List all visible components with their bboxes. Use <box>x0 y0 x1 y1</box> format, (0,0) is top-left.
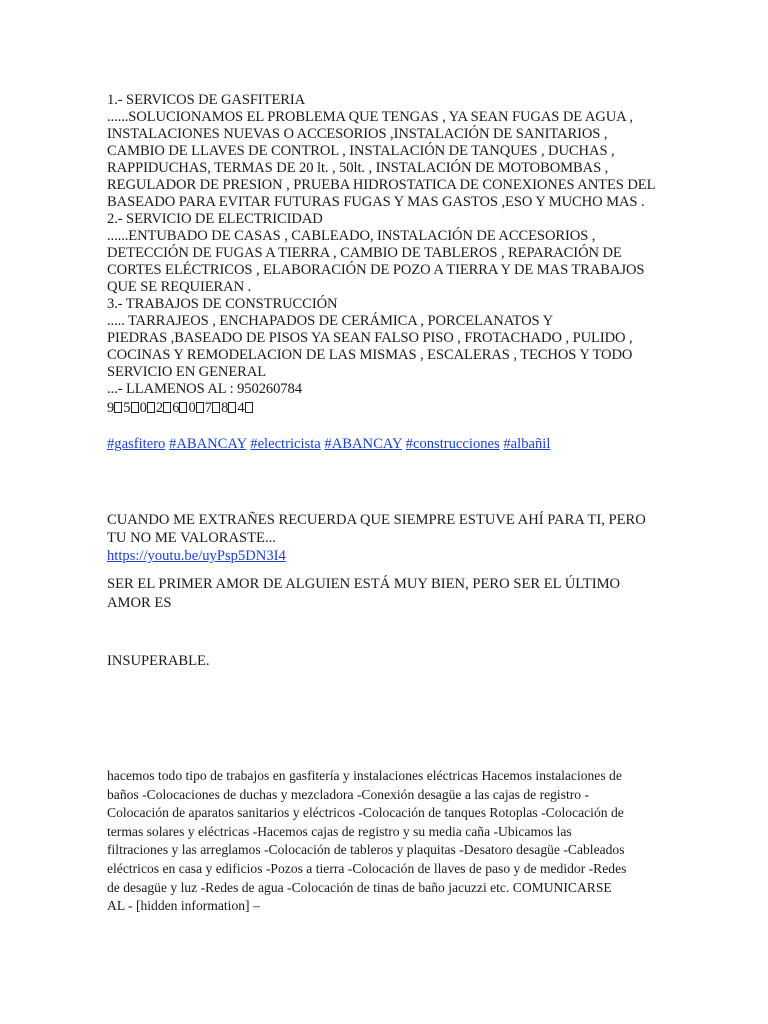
hashtag-link[interactable]: #electricista <box>250 436 321 452</box>
quote-line: CUANDO ME EXTRAÑES RECUERDA QUE SIEMPRE ESTUVE AHÍ PARA TI, PERO <box>107 512 646 528</box>
phone-digit: 2 <box>155 400 164 416</box>
ad-line: de desagüe y luz -Redes de agua -Colocación de tinas de baño jacuzzi etc. COMUNICARSE <box>107 879 612 895</box>
ad-line: AL - [hidden information] – <box>107 898 260 914</box>
services-line: ......SOLUCIONAMOS EL PROBLEMA QUE TENGAS , YA SEAN FUGAS DE AGUA , <box>107 109 633 125</box>
services-line: ......ENTUBADO DE CASAS , CABLEADO, INSTALACIÓN DE ACCESORIOS , <box>107 228 596 244</box>
missing-glyph-icon <box>228 402 236 413</box>
services-line: BASEADO PARA EVITAR FUTURAS FUGAS Y MAS GASTOS ,ESO Y MUCHO MAS . <box>107 194 645 210</box>
phone-line: ...- LLAMENOS AL : 950260784 <box>107 381 302 397</box>
services-line: QUE SE REQUIERAN . <box>107 279 252 295</box>
ad-line: filtraciones y las arreglamos -Colocación de tableros y plaquitas -Desatoro desagüe -Cableados <box>107 842 625 858</box>
services-heading-electricity: 2.- SERVICIO DE ELECTRICIDAD <box>107 211 323 227</box>
phone-digit: 9 <box>107 400 115 416</box>
services-line: DETECCIÓN DE FUGAS A TIERRA , CAMBIO DE TABLEROS , REPARACIÓN DE <box>107 245 622 261</box>
phone-digit: 4 <box>237 400 245 416</box>
services-line: PIEDRAS ,BASEADO DE PISOS YA SEAN FALSO PISO , FROTACHADO , PULIDO , <box>107 330 633 346</box>
missing-glyph-icon <box>131 402 139 413</box>
services-line: SERVICIO EN GENERAL <box>107 364 267 380</box>
insuperable-text: INSUPERABLE. <box>107 653 210 669</box>
services-line: REGULADOR DE PRESION , PRUEBA HIDROSTATICA DE CONEXIONES ANTES DEL <box>107 177 656 193</box>
phone-digit: 8 <box>221 400 229 416</box>
love-quote-section <box>107 575 667 613</box>
missing-glyph-icon <box>147 402 155 413</box>
services-ad-paragraph <box>107 767 663 916</box>
services-line: CORTES ELÉCTRICOS , ELABORACIÓN DE POZO A TIERRA Y DE MAS TRABAJOS <box>107 262 645 278</box>
hashtag-link[interactable]: #ABANCAY <box>169 436 247 452</box>
hashtag-link[interactable]: #albañil <box>503 436 551 452</box>
boxed-phone-number <box>107 400 667 417</box>
hashtag-link[interactable]: #gasfitero <box>107 436 166 452</box>
missing-glyph-icon <box>245 402 253 413</box>
phone-digit: 0 <box>188 400 196 416</box>
services-heading-plumbing: 1.- SERVICOS DE GASFITERIA <box>107 92 306 108</box>
missing-glyph-icon <box>114 402 122 413</box>
phone-digit: 7 <box>204 400 213 416</box>
youtube-link[interactable]: https://youtu.be/uyPsp5DN3I4 <box>107 548 286 564</box>
missing-glyph-icon <box>212 402 220 413</box>
ad-line: termas solares y eléctricas -Hacemos cajas de registro y su media caña -Ubicamos las <box>107 823 572 839</box>
services-section <box>107 92 667 453</box>
quote-line: SER EL PRIMER AMOR DE ALGUIEN ESTÁ MUY BIEN, PERO SER EL ÚLTIMO <box>107 576 621 592</box>
phone-digit: 6 <box>172 400 180 416</box>
services-text <box>107 92 667 398</box>
hashtag-link[interactable]: #construcciones <box>405 436 500 452</box>
missing-glyph-icon <box>163 402 171 413</box>
hashtag-list <box>107 436 667 453</box>
ad-line: eléctricos en casa y edificios -Pozos a tierra -Colocación de llaves de paso y de medidor -Redes <box>107 860 627 876</box>
services-line: RAPPIDUCHAS, TERMAS DE 20 lt. , 50lt. , INSTALACIÓN DE MOTOBOMBAS , <box>107 160 609 176</box>
quote-line: AMOR ES <box>107 595 172 611</box>
services-line: CAMBIO DE LLAVES DE CONTROL , INSTALACIÓN DE TANQUES , DUCHAS , <box>107 143 615 159</box>
services-heading-construction: 3.- TRABAJOS DE CONSTRUCCIÓN <box>107 296 338 312</box>
phone-digit: 0 <box>139 400 147 416</box>
missing-glyph-icon <box>196 402 204 413</box>
quote-section <box>107 511 667 565</box>
services-line: ..... TARRAJEOS , ENCHAPADOS DE CERÁMICA , PORCELANATOS Y <box>107 313 554 329</box>
ad-line: baños -Colocaciones de duchas y mezcladora -Conexión desagüe a las cajas de registro - <box>107 786 590 802</box>
phone-digit: 5 <box>123 400 131 416</box>
ad-line: hacemos todo tipo de trabajos en gasfitería y instalaciones eléctricas Hacemos instalaciones de <box>107 768 622 783</box>
hashtag-link[interactable]: #ABANCAY <box>324 436 403 452</box>
ad-line: Colocación de aparatos sanitarios y eléctricos -Colocación de tanques Rotoplas -Colocación de <box>107 805 624 821</box>
missing-glyph-icon <box>179 402 187 413</box>
services-line: COCINAS Y REMODELACION DE LAS MISMAS , ESCALERAS , TECHOS Y TODO <box>107 347 633 363</box>
services-line: INSTALACIONES NUEVAS O ACCESORIOS ,INSTALACIÓN DE SANITARIOS , <box>107 126 608 142</box>
quote-line: TU NO ME VALORASTE... <box>107 530 276 546</box>
